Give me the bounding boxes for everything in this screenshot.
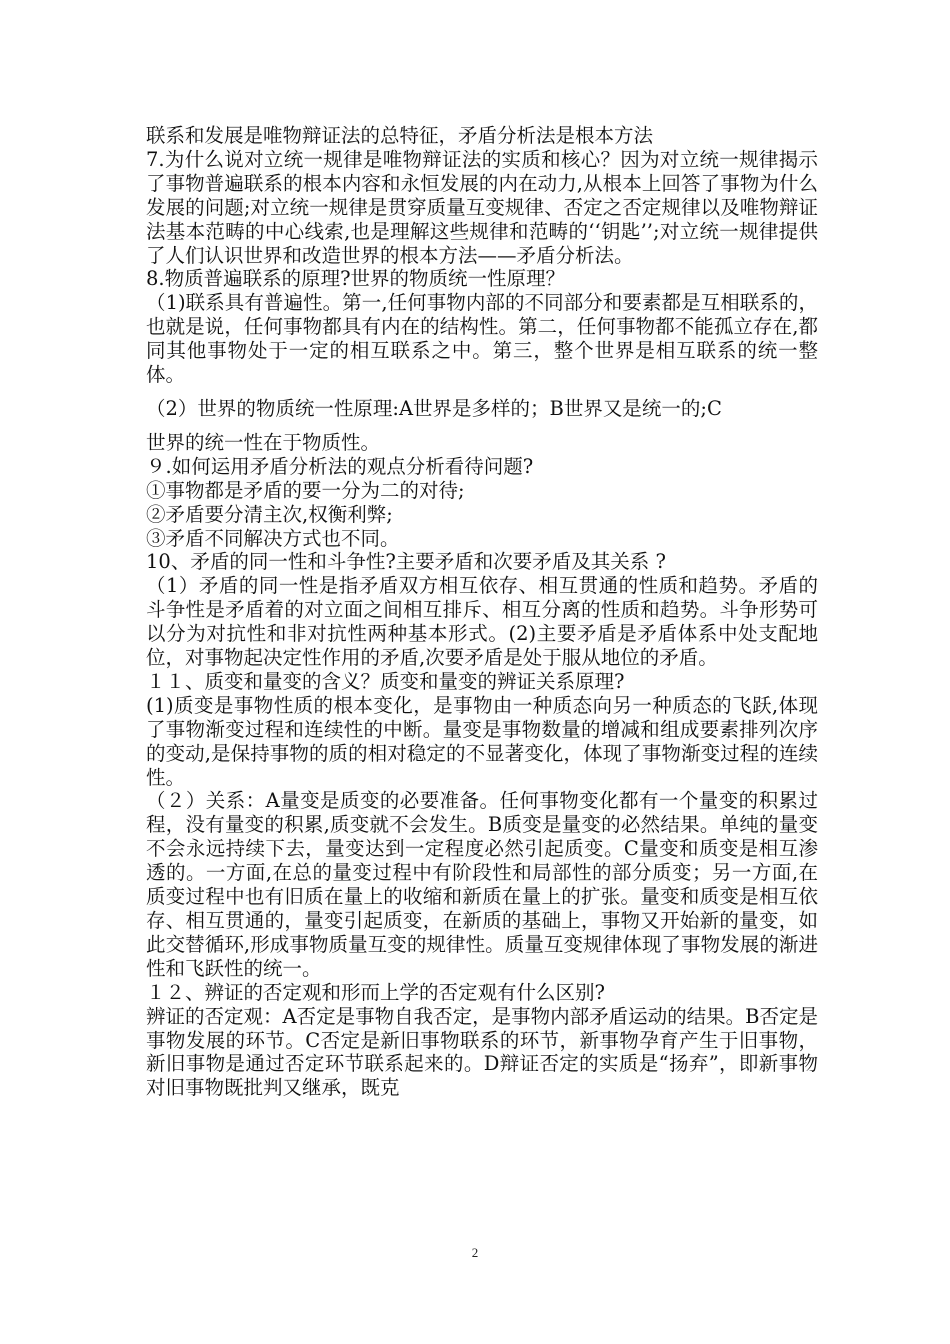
paragraph-8: ①事物都是矛盾的要一分为二的对待; (146, 478, 465, 502)
page-number: 2 (471, 1245, 479, 1260)
paragraph-15: （２）关系：A量变是质变的必要准备。任何事物变化都有一个量变的积累过程，没有量变的积累,质变就不会发生。B质变是量变的必然结果。单纯的量变不会永远持续下去，量变达到一定程度必然引起质变。C量变和质变是相互渗透的。一方面,在总的量变过程中有阶段性和局部性的部分质变；另一方面,在质变过程中也有旧质在量上的收缩和新质在量上的扩张。量变和质变是相互依存、相互贯通的，量变引起质变，在新质的基础上，事物又开始新的量变，如此交替循环,形成事物质量互变的规律性。质量互变规律体现了事物发展的渐进性和飞跃性的统一。 (146, 789, 818, 980)
paragraph-9: ②矛盾要分清主次,权衡利弊; (146, 502, 393, 526)
paragraph-14: (1)质变是事物性质的根本变化，是事物由一种质态向另一种质态的飞跃,体现了事物渐变过程和连续性的中断。量变是事物数量的增减和组成要素排列次序的变动,是保持事物的质的相对稳定的不显著变化，体现了事物渐变过程的连续性。 (146, 693, 818, 789)
paragraph-16: １２、辨证的否定观和形而上学的否定观有什么区别? (146, 980, 605, 1004)
paragraph-7: ９.如何运用矛盾分析法的观点分析看待问题? (146, 454, 534, 478)
paragraph-13: １１、质变和量变的含义？质变和量变的辨证关系原理? (146, 669, 625, 693)
paragraph-3: 8.物质普遍联系的原理?世界的物质统一性原理？ (146, 267, 566, 291)
paragraph-10: ③矛盾不同解决方式也不同。 (146, 526, 400, 550)
paragraph-6: 世界的统一性在于物质性。 (146, 430, 381, 454)
paragraph-17: 辨证的否定观：A否定是事物自我否定，是事物内部矛盾运动的结果。B否定是事物发展的环节。C否定是新旧事物联系的环节，新事物孕育产生于旧事物，新旧事物是通过否定环节联系起来的。D辩证否定的实质是“扬弃”，即新事物对旧事物既批判又继承，既克 (146, 1004, 818, 1100)
paragraph-12: （1）矛盾的同一性是指矛盾双方相互依存、相互贯通的性质和趋势。矛盾的斗争性是矛盾着的对立面之间相互排斥、相互分离的性质和趋势。斗争形势可以分为对抗性和非对抗性两种基本形式。(2)主要矛盾是矛盾体系中处支配地位，对事物起决定性作用的矛盾,次要矛盾是处于服从地位的矛盾。 (146, 574, 818, 670)
paragraph-5: （2）世界的物质统一性原理:A世界是多样的；B世界又是统一的;C (146, 396, 722, 420)
paragraph-11: 10、矛盾的同一性和斗争性?主要矛盾和次要矛盾及其关系 ? (146, 550, 666, 574)
paragraph-4: （1)联系具有普遍性。第一,任何事物内部的不同部分和要素都是互相联系的，也就是说，任何事物都具有内在的结构性。第二，任何事物都不能孤立存在,都同其他事物处于一定的相互联系之中。第三，整个世界是相互联系的统一整体。 (146, 291, 818, 387)
paragraph-1: 联系和发展是唯物辩证法的总特征，矛盾分析法是根本方法 (146, 124, 654, 147)
paragraph-2: 7.为什么说对立统一规律是唯物辩证法的实质和核心？因为对立统一规律揭示了事物普遍联系的根本内容和永恒发展的内在动力,从根本上回答了事物为什么发展的问题;对立统一规律是贯穿质量互变规律、否定之否定规律以及唯物辩证法基本范畴的中心线索,也是理解这些规律和范畴的‘‘钥匙’’;对立统一规律提供了人们认识世界和改造世界的根本方法——矛盾分析法。 (146, 147, 818, 267)
document-body (146, 124, 818, 1100)
